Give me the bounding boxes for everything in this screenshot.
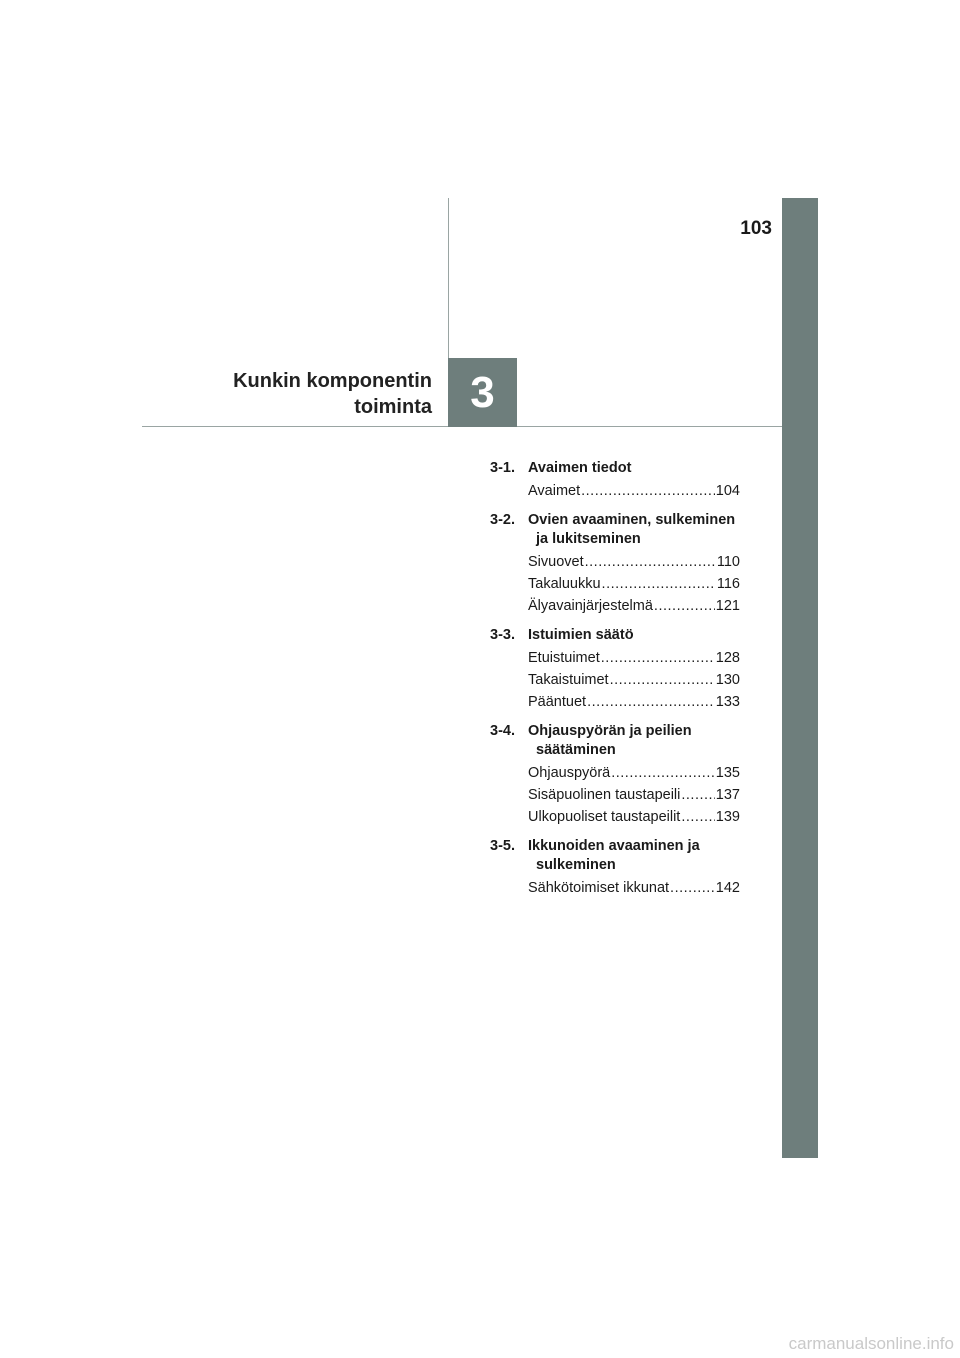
toc-entry-label: Takaistuimet [528,672,609,688]
toc-entry[interactable] [528,595,740,617]
toc-section-heading [490,626,740,645]
toc-leader-dots [670,877,715,899]
toc-section-heading [490,722,740,760]
toc-entry[interactable] [528,647,740,669]
toc-entry[interactable] [528,691,740,713]
toc-leader-dots [611,762,715,784]
toc-entry-label: Etuistuimet [528,650,600,666]
toc-entry[interactable] [528,762,740,784]
toc-leader-dots [681,784,714,806]
toc-section-number: 3-1. [490,460,515,476]
toc-entry[interactable] [528,669,740,691]
toc-entry-page: 116 [716,576,740,592]
toc-entry[interactable] [528,806,740,828]
vertical-rule [448,198,449,358]
toc-entry-label: Ulkopuoliset taustapeilit [528,809,681,825]
toc-entry-page: 121 [715,598,740,614]
toc-entry-label: Älyavainjärjestelmä [528,598,653,614]
chapter-number: 3 [448,358,517,427]
toc-leader-dots [610,669,715,691]
toc-leader-dots [581,480,715,502]
toc-leader-dots [602,573,716,595]
toc-section-title: Avaimen tiedot [528,460,632,476]
toc-entry-label: Sähkötoimiset ikkunat [528,880,670,896]
toc-leader-dots [654,595,715,617]
toc-entry-page: 104 [715,483,740,499]
toc-section [490,459,740,502]
toc-section-number: 3-2. [490,512,515,528]
toc-section-number: 3-3. [490,627,515,643]
toc-entry-page: 135 [715,765,740,781]
toc-section-title: Ovien avaaminen, sulkeminen ja lukitseminen [528,512,736,547]
toc-entry-label: Takaluukku [528,576,601,592]
toc-section [490,626,740,713]
toc-leader-dots [681,806,714,828]
toc-entry[interactable] [528,784,740,806]
toc-section-heading [490,837,740,875]
watermark: carmanualsonline.info [788,1334,954,1353]
chapter-title-line2: toiminta [354,396,432,418]
toc-section-number: 3-4. [490,723,515,739]
toc-entry-page: 110 [716,554,740,570]
toc-section [490,722,740,828]
toc-leader-dots [601,647,715,669]
table-of-contents [490,459,740,908]
chapter-side-tab [782,198,818,1158]
toc-entry-page: 142 [715,880,740,896]
toc-section-heading [490,459,740,478]
chapter-title-line1: Kunkin komponentin [233,370,432,392]
toc-entry-label: Ohjauspyörä [528,765,611,781]
toc-section-title: Ikkunoiden avaaminen ja sulkeminen [528,838,700,873]
page-number: 103 [740,218,772,239]
toc-entry[interactable] [528,877,740,899]
toc-entry-label: Pääntuet [528,694,587,710]
toc-section-heading [490,511,740,549]
toc-entry-label: Sisäpuolinen taustapeili [528,787,681,803]
toc-entry-page: 130 [715,672,740,688]
toc-section-title: Istuimien säätö [528,627,634,643]
chapter-title [233,368,432,420]
toc-entry[interactable] [528,573,740,595]
toc-section-number: 3-5. [490,838,515,854]
toc-section [490,837,740,899]
toc-leader-dots [587,691,715,713]
toc-section [490,511,740,617]
toc-entry[interactable] [528,480,740,502]
toc-section-title: Ohjauspyörän ja peilien säätäminen [528,723,692,758]
toc-entry-label: Sivuovet [528,554,584,570]
toc-entry-page: 128 [715,650,740,666]
toc-entry[interactable] [528,551,740,573]
toc-leader-dots [585,551,716,573]
toc-entry-page: 139 [715,809,740,825]
toc-entry-page: 137 [715,787,740,803]
toc-entry-label: Avaimet [528,483,581,499]
toc-entry-page: 133 [715,694,740,710]
